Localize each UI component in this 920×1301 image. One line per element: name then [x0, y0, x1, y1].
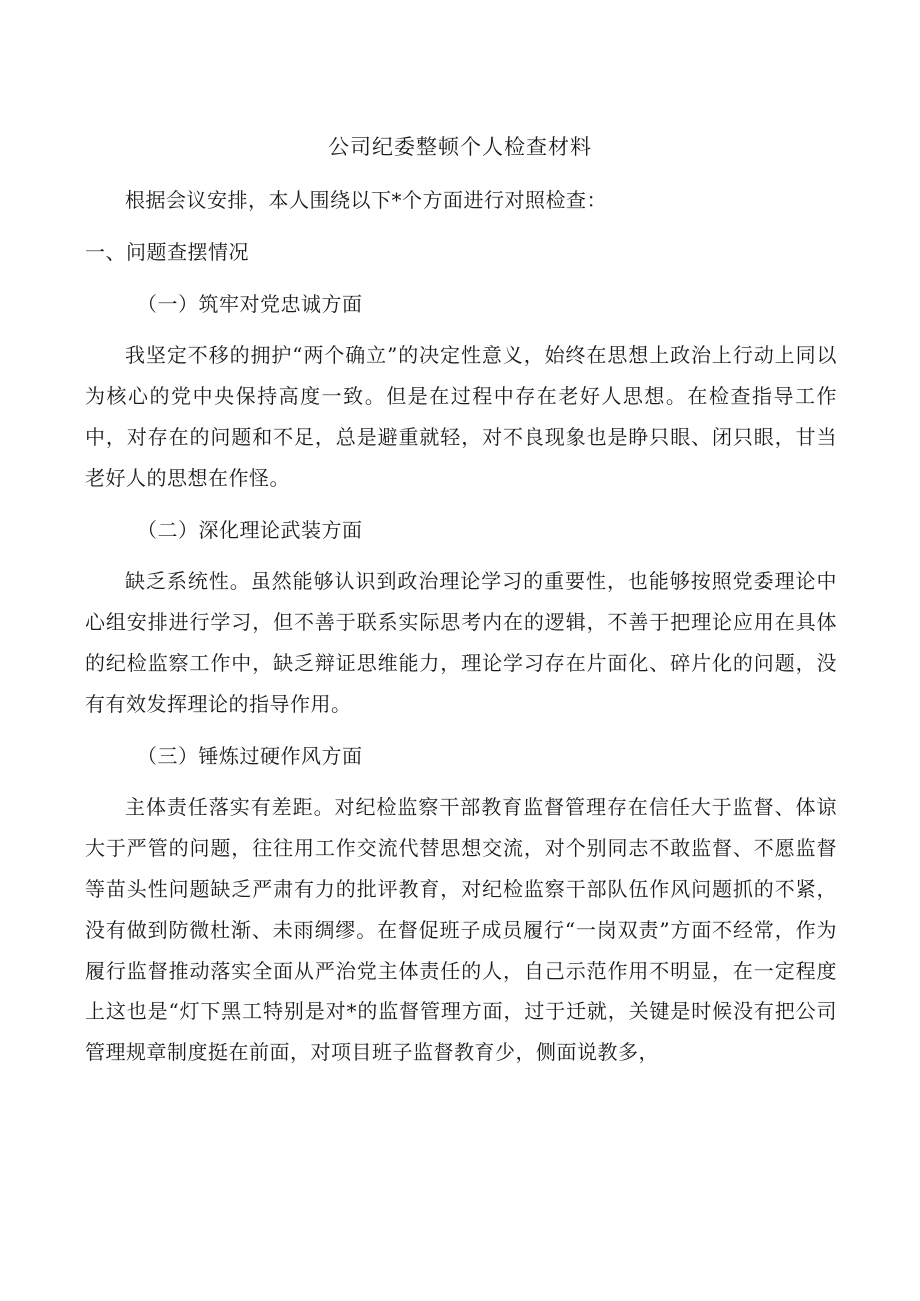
document-body	[85, 180, 837, 1073]
subsection-heading-3: （三）锤炼过硬作风方面	[137, 743, 363, 768]
subsection-heading-2: （二）深化理论武装方面	[137, 517, 363, 542]
subsection-body-1: 我坚定不移的拥护“两个确立”的决定性意义，始终在思想上政治上行动上同以为核心的党中央保持高度一致。但是在过程中存在老好人思想。在检查指导工作中，对存在的问题和不足，总是避重就轻，对不良现象也是睁只眼、闭只眼，甘当老好人的思想在作怪。	[85, 343, 837, 490]
subsection-heading-1: （一）筑牢对党忠诚方面	[137, 291, 363, 316]
subsection-body-3: 主体责任落实有差距。对纪检监察干部教育监督管理存在信任大于监督、体谅大于严管的问题，往往用工作交流代替思想交流，对个别同志不敢监督、不愿监督等苗头性问题缺乏严肃有力的批评教育，对纪检监察干部队伍作风问题抓的不紧，没有做到防微杜渐、未雨绸缪。在督促班子成员履行“一岗双责”方面不经常，作为履行监督推动落实全面从严治党主体责任的人，自己示范作用不明显，在一定程度上这也是“灯下黑工特别是对*的监督管理方面，过于迁就，关键是时候没有把公司管理规章制度挺在前面，对项目班子监督教育少，侧面说教多，	[85, 795, 837, 1065]
document-title: 公司纪委整顿个人检查材料	[328, 135, 592, 159]
intro-paragraph: 根据会议安排，本人围绕以下*个方面进行对照检查：	[125, 188, 607, 212]
subsection-body-2: 缺乏系统性。虽然能够认识到政治理论学习的重要性，也能够按照党委理论中心组安排进行学习，但不善于联系实际思考内在的逻辑，不善于把理论应用在具体的纪检监察工作中，缺乏辩证思维能力，理论学习存在片面化、碎片化的问题，没有有效发挥理论的指导作用。	[85, 569, 837, 716]
section-heading-1: 一、问题查摆情况	[85, 239, 249, 264]
